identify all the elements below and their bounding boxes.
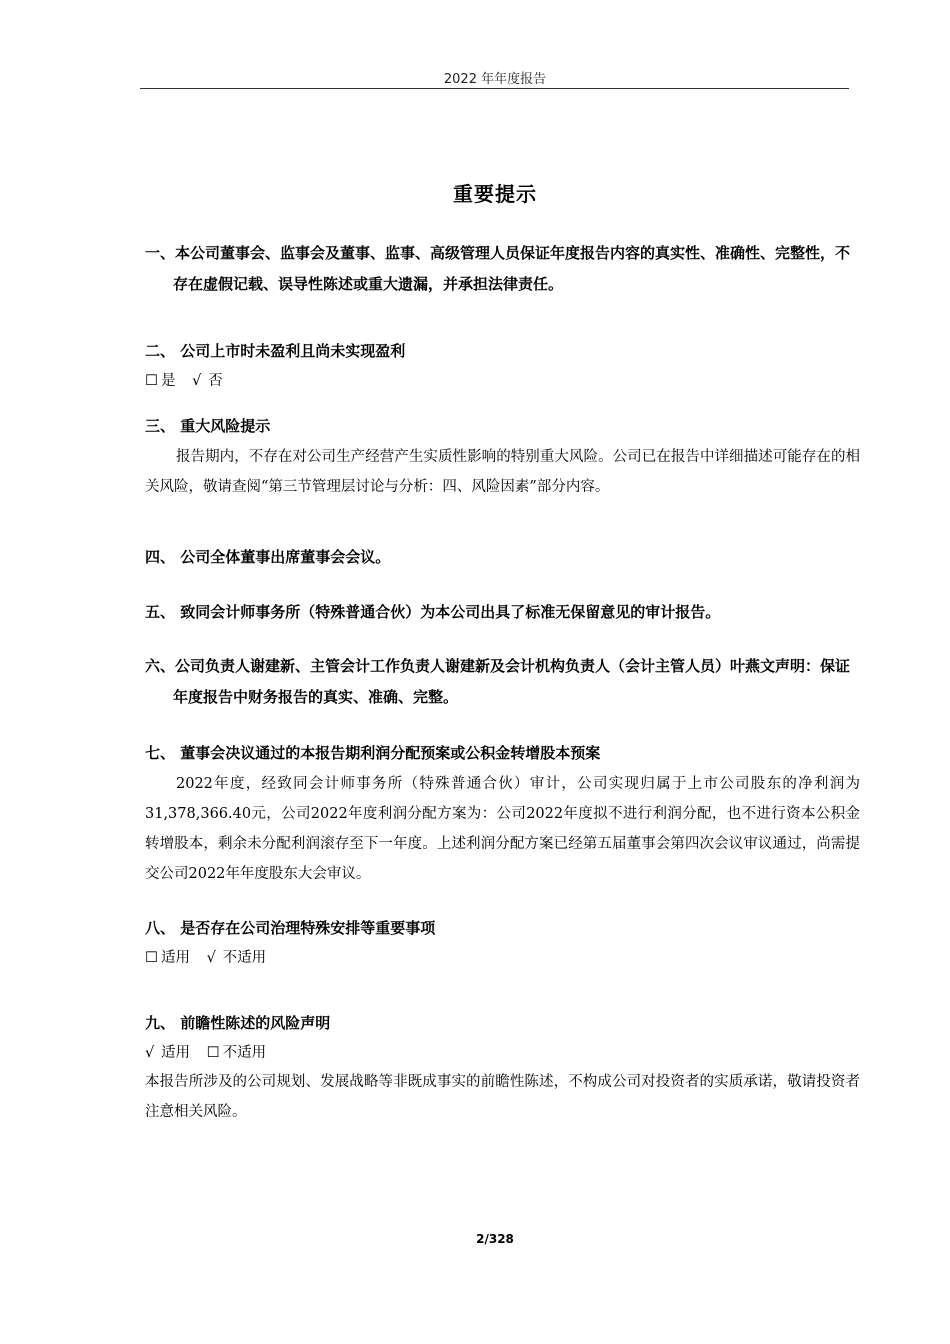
section-8-heading: 八、 是否存在公司治理特殊安排等重要事项 bbox=[145, 919, 436, 937]
page-title: 重要提示 bbox=[453, 182, 537, 206]
option-label: 是 bbox=[161, 373, 176, 389]
checkbox-empty-icon: ☐ bbox=[145, 950, 158, 966]
option-no bbox=[192, 367, 223, 395]
check-mark-icon: √ bbox=[145, 1045, 155, 1061]
section-1 bbox=[145, 238, 860, 300]
section-2-heading: 二、 公司上市时未盈利且尚未实现盈利 bbox=[145, 342, 406, 360]
section-1-heading: 一、本公司董事会、监事会及董事、监事、高级管理人员保证年度报告内容的真实性、准确性、完整性，不存在虚假记载、误导性陈述或重大遗漏，并承担法律责任。 bbox=[145, 244, 851, 293]
option-label: 不适用 bbox=[222, 1045, 267, 1061]
section-5-heading: 五、 致同会计师事务所（特殊普通合伙）为本公司出具了标准无保留意见的审计报告。 bbox=[145, 603, 721, 621]
option-not-applicable bbox=[207, 944, 267, 972]
section-6 bbox=[145, 651, 860, 713]
section-2 bbox=[145, 336, 860, 395]
section-2-options bbox=[145, 367, 860, 395]
section-8-options bbox=[145, 944, 860, 972]
section-7-heading: 七、 董事会决议通过的本报告期利润分配预案或公积金转增股本预案 bbox=[145, 744, 601, 762]
check-mark-icon: √ bbox=[192, 373, 202, 389]
section-4-heading: 四、 公司全体董事出席董事会会议。 bbox=[145, 548, 391, 566]
option-applicable bbox=[145, 944, 190, 972]
page-number: 2/328 bbox=[476, 1232, 514, 1246]
section-7 bbox=[145, 738, 860, 889]
option-label: 适用 bbox=[161, 950, 190, 966]
section-8 bbox=[145, 913, 860, 972]
section-5 bbox=[145, 597, 860, 628]
option-yes bbox=[145, 367, 176, 395]
option-not-applicable bbox=[207, 1039, 267, 1067]
header-divider bbox=[140, 88, 849, 89]
section-9-options bbox=[145, 1039, 860, 1067]
running-header: 2022 年年度报告 bbox=[443, 72, 547, 87]
checkbox-empty-icon: ☐ bbox=[206, 1045, 220, 1061]
check-mark-icon: √ bbox=[206, 950, 216, 966]
section-7-body: 2022年度，经致同会计师事务所（特殊普通合伙）审计，公司实现归属于上市公司股东的净利润为31,378,366.40元，公司2022年度利润分配方案为：公司2022年度拟不进行利润分配，也不进行资本公积金转增股本，剩余未分配利润滚存至下一年度。上述利润分配方案已经第五届董事会第四次会议审议通过，尚需提交公司2022年年度股东大会审议。 bbox=[145, 776, 860, 882]
section-3 bbox=[145, 411, 860, 502]
section-6-heading: 六、公司负责人谢建新、主管会计工作负责人谢建新及会计机构负责人（会计主管人员）叶燕文声明：保证年度报告中财务报告的真实、准确、完整。 bbox=[145, 657, 851, 706]
option-label: 适用 bbox=[161, 1045, 190, 1061]
section-3-heading: 三、 重大风险提示 bbox=[145, 417, 271, 435]
checkbox-empty-icon: ☐ bbox=[145, 373, 158, 389]
section-9 bbox=[145, 1008, 860, 1127]
section-4 bbox=[145, 542, 860, 573]
section-3-body: 报告期内，不存在对公司生产经营产生实质性影响的特别重大风险。公司已在报告中详细描述可能存在的相关风险，敬请查阅“第三节管理层讨论与分析：四、风险因素”部分内容。 bbox=[145, 449, 860, 495]
section-9-body: 本报告所涉及的公司规划、发展战略等非既成事实的前瞻性陈述，不构成公司对投资者的实质承诺，敬请投资者注意相关风险。 bbox=[145, 1074, 860, 1120]
option-label: 否 bbox=[208, 373, 223, 389]
section-9-heading: 九、 前瞻性陈述的风险声明 bbox=[145, 1014, 331, 1032]
option-label: 不适用 bbox=[222, 950, 267, 966]
option-applicable bbox=[145, 1039, 190, 1067]
